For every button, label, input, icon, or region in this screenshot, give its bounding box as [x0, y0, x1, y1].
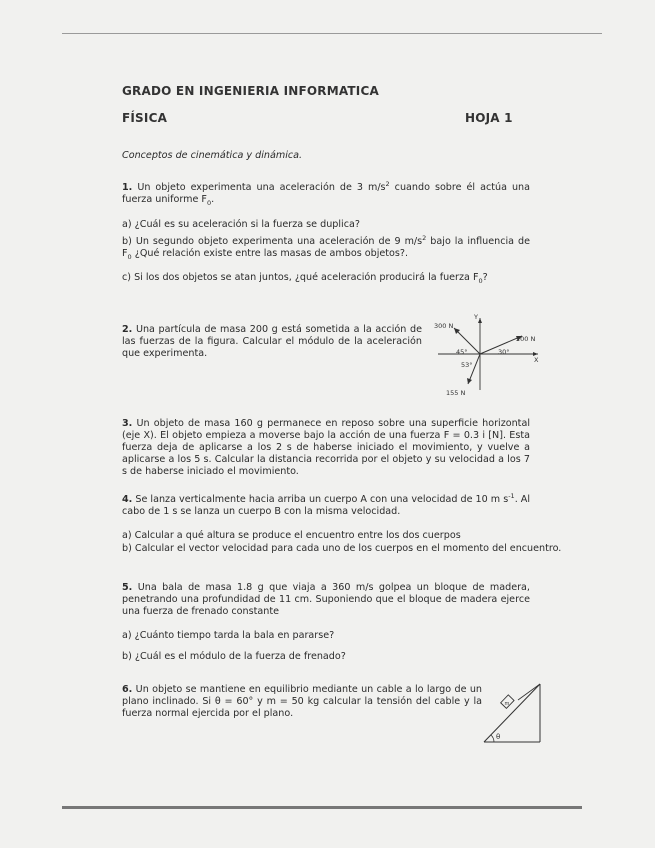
problem-5-statement: 5. Una bala de masa 1.8 g que viaja a 360 m/s golpea un bloque de madera, penetrando una profundidad de 11 cm. Suponiendo que el bloque de madera ejerce una fuerza de frenado constante	[122, 582, 530, 617]
problem-5-b: b) ¿Cuál es el módulo de la fuerza de frenado?	[122, 651, 346, 662]
plane-slope	[484, 684, 540, 742]
label-x: X	[534, 356, 539, 364]
page-top-edge	[62, 33, 602, 34]
problem-1-c: c) Si los dos objetos se atan juntos, ¿qué aceleración producirá la fuerza $F_0$?	[122, 272, 488, 285]
subject-title: FÍSICA	[122, 111, 168, 125]
label-300n: 300 N	[434, 322, 454, 330]
topic-subtitle: Conceptos de cinemática y dinámica.	[122, 150, 303, 161]
problem-4-b: b) Calcular el vector velocidad para cada uno de los cuerpos en el momento del encuentro.	[122, 543, 562, 554]
problem-1-number: 1.	[122, 182, 133, 193]
force-155-arrow-icon	[467, 378, 472, 384]
problem-5-a: a) ¿Cuánto tiempo tarda la bala en pararse?	[122, 630, 335, 641]
sheet-number: HOJA 1	[465, 111, 513, 125]
problem-2-number: 2.	[122, 324, 133, 335]
label-155n: 155 N	[446, 389, 466, 397]
degree-title: GRADO EN INGENIERIA INFORMATICA	[122, 84, 379, 98]
label-30deg: 30°	[498, 348, 510, 356]
angle-arc	[491, 735, 494, 742]
problem-4-statement: 4. Se lanza verticalmente hacia arriba un cuerpo A con una velocidad de 10 m $s^{-1}$. Al cabo de 1 s se lanza un cuerpo B con la misma velocidad.	[122, 491, 531, 517]
block-mass-label: m	[504, 701, 510, 707]
problem-5-number: 5.	[122, 582, 133, 593]
label-y: Y	[474, 313, 478, 321]
problem-4-a: a) Calcular a qué altura se produce el encuentro entre los dos cuerpos	[122, 530, 461, 541]
theta-label: θ	[496, 733, 501, 741]
force-expression: F = 0.3 i [N]	[443, 430, 503, 441]
problem-1-b: b) Un segundo objeto experimenta una aceleración de 9 $m/s^2$ bajo la influencia de $F_0$ ¿Qué relación existe entre las masas de ambos objetos?.	[122, 233, 530, 261]
problem-6-number: 6.	[122, 684, 133, 695]
label-200n: 200 N	[516, 335, 536, 343]
label-45deg: 45°	[456, 348, 468, 356]
inclined-plane-diagram	[480, 678, 552, 748]
cable	[518, 684, 540, 700]
page-bottom-edge	[62, 806, 582, 809]
forces-diagram	[428, 310, 543, 402]
y-axis-arrow-icon	[478, 318, 482, 323]
problem-1-a: a) ¿Cuál es su aceleración si la fuerza se duplica?	[122, 219, 360, 230]
problem-3-number: 3.	[122, 418, 133, 429]
problem-1-statement: 1. Un objeto experimenta una aceleración de 3 $m/s^2$ cuando sobre él actúa una fuerza uniforme $F_0$.	[122, 179, 530, 207]
label-53deg: 53°	[461, 361, 473, 369]
problem-4-number: 4.	[122, 494, 133, 505]
problem-3-statement: 3. Un objeto de masa 160 g permanece en reposo sobre una superficie horizontal (eje X). El objeto empieza a moverse bajo la acción de una fuerza F = 0.3 i [N]. Esta fuerza deja de aplicarse a los 2 s de haberse iniciado el movimiento, y vuelve a aplicarse a los 5 s. Calcular la distancia recorrida por el objeto y su velocidad a los 7 s de haberse iniciado el movimiento.	[122, 418, 530, 477]
problem-6-statement: 6. Un objeto se mantiene en equilibrio mediante un cable a lo largo de un plano inclinado. Si θ = 60° y m = 50 kg calcular la tensión del cable y la fuerza normal ejercida por el plano.	[122, 684, 482, 719]
problem-2-statement: 2. Una partícula de masa 200 g está sometida a la acción de las fuerzas de la figura. Calcular el módulo de la aceleración que experimenta.	[122, 324, 422, 359]
